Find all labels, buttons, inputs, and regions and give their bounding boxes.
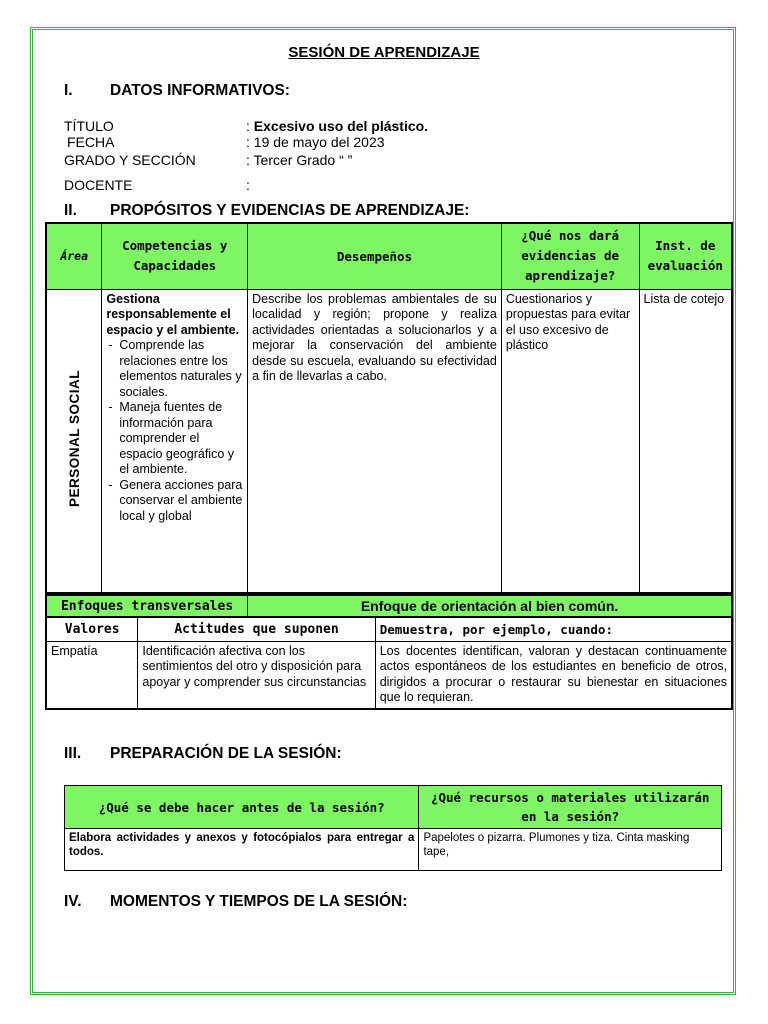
preparacion-header-row [65,786,722,829]
section-3-heading: III. PREPARACIÓN DE LA SESIÓN: [64,745,342,762]
header-actitudes: Actitudes que suponen [138,617,375,641]
valor-cell: Empatía [46,641,138,709]
grado-value: : Tercer Grado “ ” [246,152,353,168]
propositos-content-row [46,289,732,593]
valores-table [45,616,733,710]
area-cell [46,289,102,593]
header-competencias: Competencias y Capacidades [102,223,248,289]
header-area: Área [46,223,102,289]
section-1-heading: I. DATOS INFORMATIVOS: [64,82,290,99]
capacidad-item: - Genera acciones para conservar el ambiente local y global [106,478,243,525]
titulo-label: TÍTULO [64,118,114,134]
section-4-heading: IV. MOMENTOS Y TIEMPOS DE LA SESIÓN: [64,893,408,910]
header-desempenos: Desempeños [248,223,502,289]
header-evidencias: ¿Qué nos dará evidencias de aprendizaje? [501,223,639,289]
enfoque-value: Enfoque de orientación al bien común. [248,595,732,617]
docente-value: : [246,177,250,193]
titulo-value: : Excesivo uso del plástico. [246,118,429,134]
evidencia-cell: Cuestionarios y propuestas para evitar el uso excesivo de plástico [501,289,639,593]
preparacion-table [64,785,722,871]
actitud-cell: Identificación afectiva con los sentimientos del otro y disposición para apoyar y comprender sus circunstancias [138,641,375,709]
competencia-text: Gestiona responsablemente el espacio y el ambiente. [106,291,240,337]
propositos-table [45,222,733,594]
valores-content-row [46,641,732,709]
fecha-label: FECHA [67,134,115,150]
recursos-cell: Papelotes o pizarra. Plumones y tiza. Cinta masking tape, [419,829,722,871]
capacidad-item: - Maneja fuentes de información para comprender el espacio geográfico y el ambiente. [106,400,243,478]
propositos-header-row [46,223,732,289]
header-instrumento: Inst. de evaluación [639,223,732,289]
docente-label: DOCENTE [64,177,133,193]
competencias-cell [102,289,248,593]
demuestra-cell: Los docentes identifican, valoran y destacan continuamente actos espontáneos de los estudiantes en beneficio de otros, dirigidos a procurar o restaurar su bienestar en situaciones que lo requieran. [375,641,732,709]
capacidad-item: - Comprende las relaciones entre los elementos naturales y sociales. [106,338,243,400]
header-valores: Valores [46,617,138,641]
fecha-value: : 19 de mayo del 2023 [246,134,385,150]
header-demuestra: Demuestra, por ejemplo, cuando: [375,617,732,641]
capacidades-list [106,338,243,524]
grado-label: GRADO Y SECCIÓN [64,152,196,168]
area-label: PERSONAL SOCIAL [66,369,82,507]
desempeno-cell: Describe los problemas ambientales de su localidad y región; propone y realiza actividades orientadas a solucionarlos y a mejorar la conservación del ambiente desde su escuela, evaluando su efectividad a fin de llevarlas a cabo. [248,289,502,593]
header-recursos: ¿Qué recursos o materiales utilizarán en la sesión? [419,786,722,829]
antes-cell: Elabora actividades y anexos y fotocópialos para entregar a todos. [65,829,419,871]
preparacion-content-row [65,829,722,871]
enfoques-row [46,595,732,617]
enfoques-label: Enfoques transversales [46,595,248,617]
header-antes: ¿Qué se debe hacer antes de la sesión? [65,786,419,829]
instrumento-cell: Lista de cotejo [639,289,732,593]
valores-header-row [46,617,732,641]
enfoques-table [45,594,733,618]
section-2-heading: II. PROPÓSITOS Y EVIDENCIAS DE APRENDIZAJE: [64,202,470,219]
page-title: SESIÓN DE APRENDIZAJE [288,44,480,61]
